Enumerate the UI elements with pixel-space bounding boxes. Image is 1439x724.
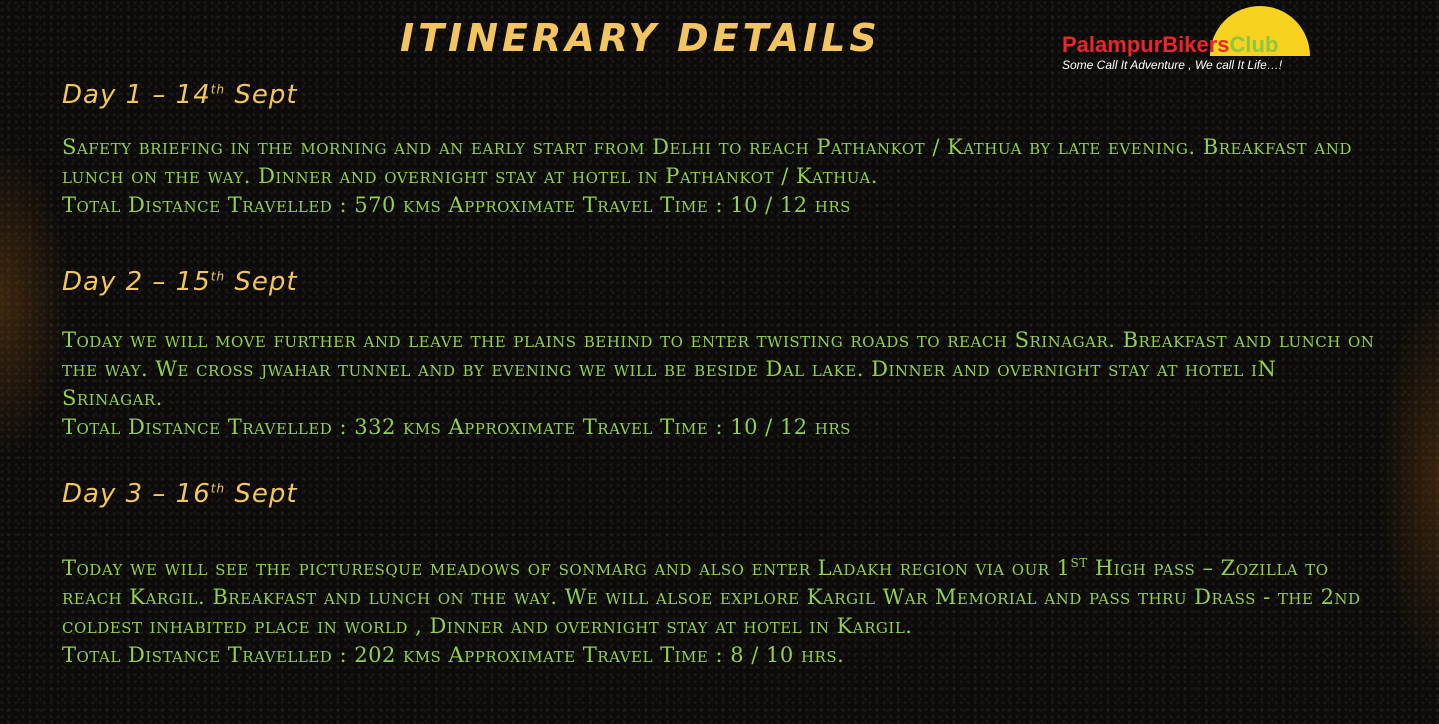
- day-1-text: Safety briefing in the morning and an early start from Delhi to reach Pathankot / Kathua by late evening. Breakfast and lunch on the way. Dinner and overnight stay at hotel in Pathankot / Kathua.: [62, 135, 1352, 188]
- day-2-suffix: th: [210, 269, 226, 284]
- day-3-heading: [62, 479, 298, 509]
- day-3-text-sup: st: [1070, 552, 1088, 572]
- logo-part-bikers: Bikers: [1162, 32, 1230, 57]
- day-2-month: Sept: [225, 267, 298, 297]
- day-3-suffix: th: [210, 481, 226, 496]
- day-3-distance: Total Distance Travelled : 202 kms Approximate Travel Time : 8 / 10 hrs.: [62, 643, 845, 667]
- day-3-description: [62, 548, 1382, 670]
- page-title: ITINERARY DETAILS: [400, 16, 881, 60]
- logo-wordmark: [1062, 32, 1278, 58]
- day-3-month: Sept: [225, 479, 298, 509]
- logo-tagline: Some Call It Adventure , We call It Life…!: [1062, 58, 1283, 72]
- day-2-label: Day 2 – 15: [62, 267, 211, 297]
- day-2-distance: Total Distance Travelled : 332 kms Approximate Travel Time : 10 / 12 hrs: [62, 415, 851, 439]
- logo-part-palampur: Palampur: [1062, 32, 1163, 57]
- day-1-distance: Total Distance Travelled : 570 kms Approximate Travel Time : 10 / 12 hrs: [62, 193, 851, 217]
- day-3-text: [62, 548, 1382, 641]
- day-1-suffix: th: [210, 82, 226, 97]
- day-1-label: Day 1 – 14: [62, 80, 211, 110]
- day-3-text-b: High pass – Zozilla to reach Kargil. Breakfast and lunch on the way. We will alsoe explore Kargil War Memorial and pass thru Drass - the 2nd coldest inhabited place in world , Dinner and overnight stay at hotel in Kargil.: [62, 556, 1361, 638]
- day-2-text: Today we will move further and leave the plains behind to enter twisting roads to reach Srinagar. Breakfast and lunch on the way. We cross jwahar tunnel and by evening we will be beside Dal lake. Dinner and overnight stay at hotel iN Srinagar.: [62, 328, 1375, 410]
- logo-part-club: Club: [1229, 32, 1279, 57]
- day-1-description: [62, 133, 1382, 220]
- day-1-month: Sept: [225, 80, 298, 110]
- day-1-heading: [62, 80, 298, 110]
- day-2-description: [62, 326, 1382, 442]
- day-3-label: Day 3 – 16: [62, 479, 211, 509]
- day-3-text-a: Today we will see the picturesque meadows of sonmarg and also enter Ladakh region via our 1: [62, 556, 1071, 580]
- club-logo: [1062, 6, 1392, 76]
- day-2-heading: [62, 267, 298, 297]
